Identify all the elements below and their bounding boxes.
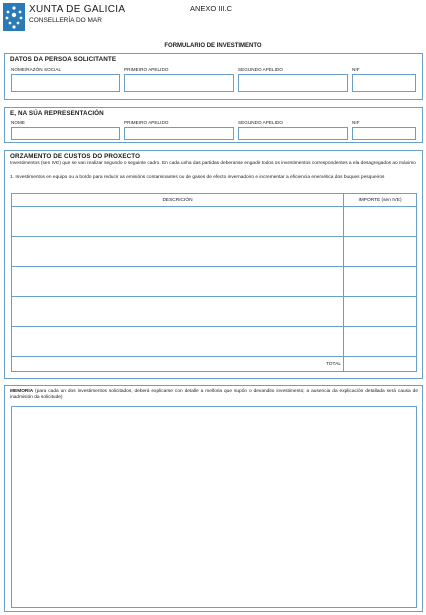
representative-surname2-label: SEGUNDO APELIDO <box>238 120 283 125</box>
budget-section-title: ORZAMENTO DE CUSTOS DO PROXECTO <box>10 153 141 160</box>
applicant-nif-label: NIF <box>352 67 360 72</box>
form-title: FORMULARIO DE INVESTIMENTO <box>164 43 262 49</box>
applicant-surname2-input[interactable] <box>238 74 348 92</box>
representative-surname1-input[interactable] <box>124 127 234 140</box>
table-row <box>12 267 417 297</box>
description-cell[interactable] <box>12 207 344 237</box>
applicant-name-input[interactable] <box>11 74 120 92</box>
memory-section <box>4 385 423 612</box>
budget-section <box>4 150 423 379</box>
representative-name-label: NOME <box>11 120 25 125</box>
applicant-section-title: DATOS DA PERSOA SOLICITANTE <box>10 56 117 63</box>
description-column-header: DESCRICIÓN <box>12 194 344 207</box>
amount-cell[interactable] <box>344 327 417 357</box>
applicant-name-label: NOME/RAZÓN SOCIAL <box>11 67 62 72</box>
representative-surname1-label: PRIMEIRO APELIDO <box>124 120 169 125</box>
total-row <box>12 357 417 372</box>
table-row <box>12 327 417 357</box>
description-cell[interactable] <box>12 297 344 327</box>
representative-name-input[interactable] <box>11 127 120 140</box>
applicant-nif-input[interactable] <box>352 74 416 92</box>
description-cell[interactable] <box>12 267 344 297</box>
amount-column-header: IMPORTE (sen IVE) <box>344 194 417 207</box>
total-amount-cell[interactable] <box>344 357 417 372</box>
costs-table <box>11 193 417 372</box>
representative-surname2-input[interactable] <box>238 127 348 140</box>
table-row <box>12 207 417 237</box>
budget-intro-text: Investimentos (sen IVE) que se van realizar segundo o seguinte cadro. En cada unha das partidas deberanse engadir todos os investimentos correspondentes a ela desagregados ao máximo <box>10 161 416 166</box>
description-cell[interactable] <box>12 327 344 357</box>
xunta-logo-icon <box>3 3 25 31</box>
memory-instructions: (para cada un dos investimentos solicitados, deberá explicarse con detalle a melloria que supón o devandito investimento; a ausencia da explicación detallada será causa de inadmisión da solicitude) <box>10 389 418 401</box>
table-row <box>12 237 417 267</box>
amount-cell[interactable] <box>344 267 417 297</box>
department-name: CONSELLERÍA DO MAR <box>29 17 102 24</box>
memory-textarea[interactable] <box>11 406 417 608</box>
applicant-surname1-input[interactable] <box>124 74 234 92</box>
amount-cell[interactable] <box>344 207 417 237</box>
representative-nif-label: NIF <box>352 120 360 125</box>
applicant-surname2-label: SEGUNDO APELIDO <box>238 67 283 72</box>
amount-cell[interactable] <box>344 237 417 267</box>
table-row <box>12 297 417 327</box>
annex-label: ANEXO III.C <box>190 4 233 13</box>
representative-section-title: E, NA SÚA REPRESENTACIÓN <box>10 110 104 117</box>
applicant-section <box>4 53 423 100</box>
budget-item-text: 1. Investimentos en equipo ou a bordo para reducir as emisións contaminantes ou de gases de efecto invernadoiro e incrementar a eficiencia enerxética dos buques pesqueiros <box>10 175 385 180</box>
representative-section <box>4 107 423 143</box>
representative-nif-input[interactable] <box>352 127 416 140</box>
org-name: XUNTA DE GALICIA <box>29 4 126 15</box>
memory-title: MEMORIA <box>10 389 34 394</box>
description-cell[interactable] <box>12 237 344 267</box>
total-label: TOTAL <box>12 357 344 372</box>
memory-heading <box>10 389 418 401</box>
amount-cell[interactable] <box>344 297 417 327</box>
applicant-surname1-label: PRIMEIRO APELIDO <box>124 67 169 72</box>
